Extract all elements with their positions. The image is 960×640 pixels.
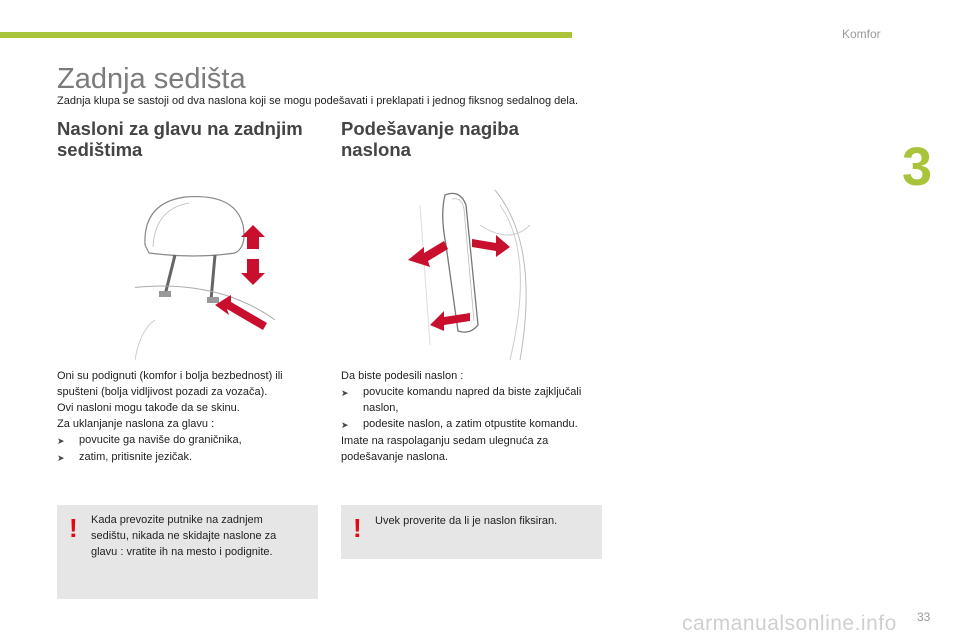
recline-instructions xyxy=(341,368,596,465)
bullet-symbol-icon: ➤ xyxy=(57,453,65,463)
exclamation-icon: ! xyxy=(353,513,362,543)
bullet-symbol-icon: ➤ xyxy=(57,436,65,446)
headrest-instructions xyxy=(57,368,322,466)
warning-text: Uvek proverite da li je naslon fiksiran. xyxy=(375,515,558,527)
exclamation-icon: ! xyxy=(69,513,78,543)
bullet-symbol-icon: ➤ xyxy=(341,388,349,398)
page-number: 33 xyxy=(917,610,931,624)
recline-illustration xyxy=(400,185,550,360)
headrest-paragraph: Ovi nasloni mogu takođe da se skinu. xyxy=(57,402,240,414)
recline-paragraph: Imate na raspolaganju sedam ulegnuća za podešavanje naslona. xyxy=(341,435,549,463)
watermark: carmanualsonline.info xyxy=(682,612,897,635)
recline-paragraph: Da biste podesili naslon : xyxy=(341,370,464,382)
headrest-paragraph: Za uklanjanje naslona za glavu : xyxy=(57,418,215,430)
page-title: Zadnja sedišta xyxy=(57,63,246,95)
header-accent-bar xyxy=(0,32,572,38)
warning-text: Kada prevozite putnike na zadnjem sedištu, nikada ne skidajte naslone za glavu : vratite ih na mesto i podignite. xyxy=(91,514,277,558)
headrest-heading: Nasloni za glavu na zadnjim sedištima xyxy=(57,118,303,160)
recline-heading: Podešavanje nagiba naslona xyxy=(341,118,519,160)
recline-warning-box xyxy=(341,505,602,559)
recline-drawing xyxy=(400,185,550,360)
headrest-warning-box xyxy=(57,505,318,599)
intro-text: Zadnja klupa se sastoji od dva naslona koji se mogu podešavati i preklapati i jednog fiksnog sedalnog dela. xyxy=(57,95,579,107)
section-label: Komfor xyxy=(842,27,881,41)
chapter-number: 3 xyxy=(902,137,933,197)
list-item: ➤ podesite naslon, a zatim otpustite komandu. xyxy=(341,416,596,433)
list-item: ➤ povucite komandu napred da biste zajključali naslon, xyxy=(341,386,582,414)
bullet-symbol-icon: ➤ xyxy=(341,420,349,430)
list-item: ➤ povucite ga naviše do graničnika, xyxy=(57,432,322,449)
headrest-illustration xyxy=(135,185,275,360)
headrest-drawing xyxy=(135,185,275,360)
headrest-paragraph: Oni su podignuti (komfor i bolja bezbednost) ili spušteni (bolja vidljivost pozadi za vozača). xyxy=(57,370,283,398)
list-item: ➤ zatim, pritisnite jezičak. xyxy=(57,449,322,466)
